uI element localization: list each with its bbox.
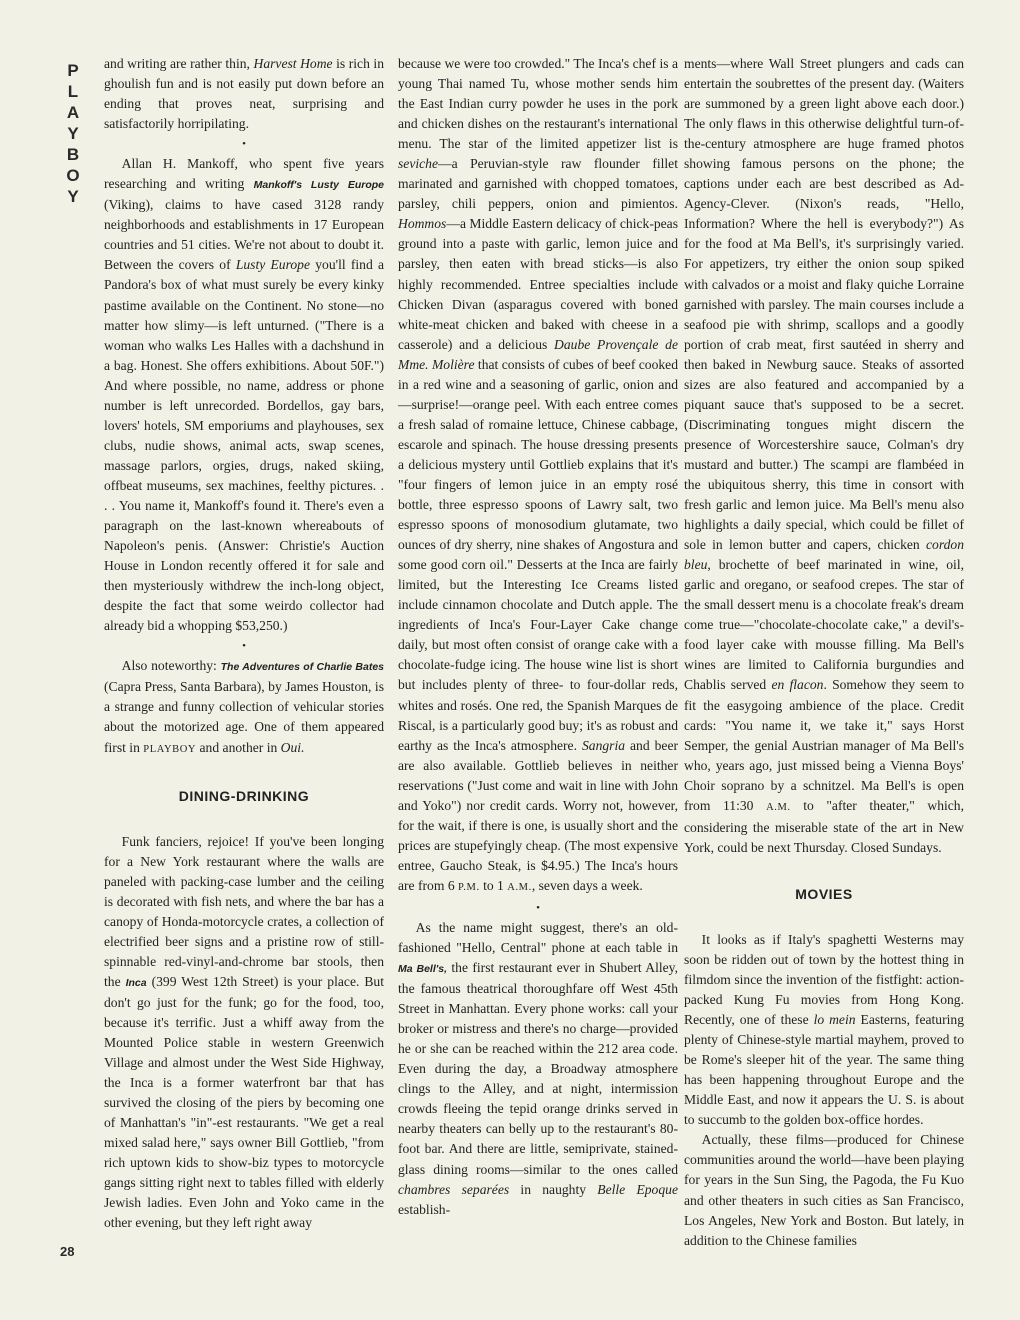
sidebar-letter: O (66, 166, 80, 185)
sidebar-letter: B (66, 145, 80, 164)
dining-paragraph: Funk fanciers, rejoice! If you've been longing for a New York restaurant where the walls are paneled with packing-case lumber and the ceiling is decorated with fish nets, and where the bar has a canopy of Honda-motorcycle crates, a collection of electrified beer signs and a pristine row of still-spinnable red-vinyl-and-chrome bar stools, then the Inca (399 West 12th Street) is your place. But don't go just for the funk; go for the food, too, because it's terrific. Just a whiff away from the Mounted Police stable in western Greenwich Village and almost under the West Side Highway, the Inca is a former waterfront bar that has survived the closing of the piers by becoming one of Manhattan's "in"-est restaurants. "We get a real mixed salad here," says owner Bill Gottlieb, "from rich uptown kids to show-biz types to motorcycle gangs sitting right next to tables filled with elderly Jewish ladies. Even John and Yoko came in the other evening, but they left right away (104, 833, 384, 1231)
magazine-name: Oui. (280, 739, 305, 755)
book-title: Harvest Home (253, 56, 333, 71)
page-number: 28 (60, 1244, 75, 1259)
restaurant-name: Inca (125, 976, 147, 989)
section-divider-dot: • (242, 640, 246, 653)
column-1 (104, 54, 384, 1234)
sidebar-letter: A (66, 103, 80, 122)
dining-paragraph: As the name might suggest, there's an old-fashioned "Hello, Central" phone at each table in Ma Bell's, the first restaurant ever in Shubert Alley, the famous theatrical thoroughfare off West 45th Street in Manhattan. Every phone works: call your broker or mistress and there's no charge—provided he or she can be reached within the 212 area code. Even during the day, a Broadway atmosphere clings to the Alley, and at night, intermission crowds fleeing the tepid orange drinks served in nearby theaters can belly up to the restaurant's 80-foot bar. And there are little, semiprivate, stained-glass dining rooms—similar to the ones called chambres separées in naughty Belle Epoque establish- (398, 919, 678, 1217)
dining-paragraph: ments—where Wall Street plungers and cads can entertain the soubrettes of the present day. (Waiters are summoned by a green light above each door.) The only flaws in this otherwise delightful turn-of-the-century atmosphere are huge framed photos showing famous persons on the phone; the captions under each are best described as Ad-Agency-Clever. (Nixon's reads, "Hello, Information? Where the hell is everybody?") As for the food at Ma Bell's, it's surprisingly varied. For appetizers, try either the onion soup spiked with calvados or a moist and flaky quiche Lorraine garnished with parsley. The main courses include a seafood pie with shrimp, scallops and a goodly portion of crab meat, first sautéed in sherry and then baked in Newburg sauce. Steaks of assorted sizes are also featured and accompanied by a piquant sauce that's supposed to be a secret. (Discriminating tongues might discern the presence of Worcestershire sauce, Colman's dry mustard and butter.) The scampi are flambéed in the ubiquitous sherry, this time in consort with fresh garlic and lemon juice. Ma Bell's menu also highlights a daily special, which could be fillet of sole in lemon butter and capers, chicken cordon bleu, brochette of beef marinated in wine, oil, garlic and oregano, or seafood crepes. The star of the small dessert menu is a chocolate freak's dream come true—"chocolate-chocolate cake," a devil's-food layer cake with mousse filling. Ma Bell's wines are limited to California burgundies and Chablis served en flacon. Somehow they seem to fit the easygoing ambience of the place. Credit cards: "You name it, we take it," says Horst Semper, the genial Austrian manager of Ma Bell's who, years ago, just missed being a Vienna Boys' Choir soprano by a schnitzel. Ma Bell's is open from 11:30 A.M. to "after theater," which, considering the miserable state of the art in New York, could be next Thursday. Closed Sundays. (684, 56, 964, 855)
sidebar-letter: L (67, 82, 79, 101)
section-heading-movies: MOVIES (795, 885, 853, 902)
section-divider-dot: • (536, 901, 540, 914)
magazine-name: PLAYBOY (143, 743, 197, 755)
book-title: Mankoff's Lusty Europe (253, 179, 384, 192)
movies-paragraph: It looks as if Italy's spaghetti Westerns may soon be ridden out of town by the hottest thing in filmdom since the invention of the fistfight: action-packed Kung Fu movies from Hong Kong. Recently, one of these lo mein Easterns, featuring plenty of Chinese-style martial mayhem, proved to be Rome's sleeper hit of the year. The same thing has been happening throughout Europe and the Middle East, and now it appears the U. S. is about to succumb to the golden box-office hordes. (684, 931, 964, 1128)
book-review-paragraph: and writing are rather thin, Harvest Home is rich in ghoulish fun and is not easily put down before an ending that proves neat, surprising and satisfactorily horripilating. (104, 56, 384, 132)
book-title: The Adventures of Charlie Bates (220, 661, 384, 674)
restaurant-name: Ma Bell's, (398, 963, 447, 976)
column-3 (684, 54, 964, 1251)
section-heading-dining-drinking: DINING-DRINKING (178, 787, 310, 804)
book-title: Lusty Europe (235, 257, 311, 273)
book-review-paragraph: Also noteworthy: The Adventures of Charlie Bates (Capra Press, Santa Barbara), by James Houston, is a strange and funny collection of vehicular stories about the motorized age. One of them appeared first in PLAYBOY and another in Oui. (104, 658, 384, 755)
column-2 (398, 54, 678, 1220)
dining-paragraph: because we were too crowded." The Inca's chef is a young Thai named Tu, whose mother sends him the East Indian curry powder he uses in the pork and chicken dishes on the restaurant's international menu. The star of the limited appetizer list is seviche—a Peruvian-style raw flounder fillet marinated and garnished with chopped tomatoes, parsley, chili peppers, onion and pimientos. Hommos—a Middle Eastern delicacy of chick-peas ground into a paste with garlic, lemon juice and parsley, then eaten with bread sticks—is also highly recommended. Entree specialties include Chicken Divan (asparagus covered with boned white-meat chicken and baked with cheese in a casserole) and a delicious Daube Provençale de Mme. Molière that consists of cubes of beef cooked in a red wine and a seasoning of garlic, onion and—surprise!—orange peel. With each entree comes a fresh salad of romaine lettuce, Chinese cabbage, escarole and spinach. The house dressing presents a delicious mystery until Gottlieb explains that it's "four fingers of lemon juice in an empty rosé bottle, three espresso spoons of Lawry salt, two espresso spoons of monosodium glutamate, two ounces of dry sherry, nine shakes of Angostura and some good corn oil." Desserts at the Inca are fairly limited, but the Interesting Ice Creams listed include cinnamon chocolate and Dutch apple. The ingredients of Inca's Four-Layer Cake change daily, but most often consist of orange cake with a chocolate-fudge icing. The house wine list is short but includes plenty of three- to four-dollar reds, whites and rosés. One red, the Spanish Marques de Riscal, is a particularly good buy; it's as robust and earthy as the Inca's atmosphere. Sangria and beer are also available. Gottlieb believes in neither reservations ("Just come and wait in line with John and Yoko") nor credit cards. Worry not, however, for the wait, if there is one, is usually short and the prices are stupefyingly cheap. (The most expensive entree, Gaucho Steak, is $4.95.) The Inca's hours are from 6 P.M. to 1 A.M., seven days a week. (398, 56, 679, 893)
sidebar-letter: P (67, 61, 79, 80)
section-divider-dot: • (242, 138, 246, 151)
sidebar-magazine-name (58, 60, 88, 207)
book-review-paragraph: Allan H. Mankoff, who spent five years researching and writing Mankoff's Lusty Europe (Viking), claims to have cased 3128 randy neighborhoods and establishments in 17 European countries and 51 cities. We're not about to doubt it. Between the covers of Lusty Europe you'll find a Pandora's box of what must surely be every kinky pastime available on the Continent. No stone—no matter how slimy—is left unturned. ("There is a woman who walks Les Halles with a dachshund in a bag. Honest. She offers exhibitions. About 50F.") And where possible, no name, address or phone number is left unrecorded. Bordellos, gay bars, lovers' hotels, SM emporiums and playhouses, sex clubs, nudie shows, animal acts, swap scenes, massage parlors, orgies, drugs, naked skiing, offbeat museums, sex machines, feelthy pictures. . . . You name it, Mankoff's found it. There's even a paragraph on the last-known whereabouts of Napoleon's penis. (Answer: Christie's Auction House in London recently offered it for sale and then mysteriously withdrew the inch-long object, despite the fact that some weirdo collector had already bid a whopping $53,250.) (104, 156, 384, 634)
sidebar-letter: Y (67, 124, 79, 143)
sidebar-letter: Y (67, 187, 79, 206)
movies-paragraph: Actually, these films—produced for Chinese communities around the world—have been playing for years in the Sun Sing, the Pagoda, the Fu Kuo and other theaters in such cities as San Francisco, Los Angeles, New York and Boston. But lately, in addition to the Chinese families (684, 1132, 964, 1248)
